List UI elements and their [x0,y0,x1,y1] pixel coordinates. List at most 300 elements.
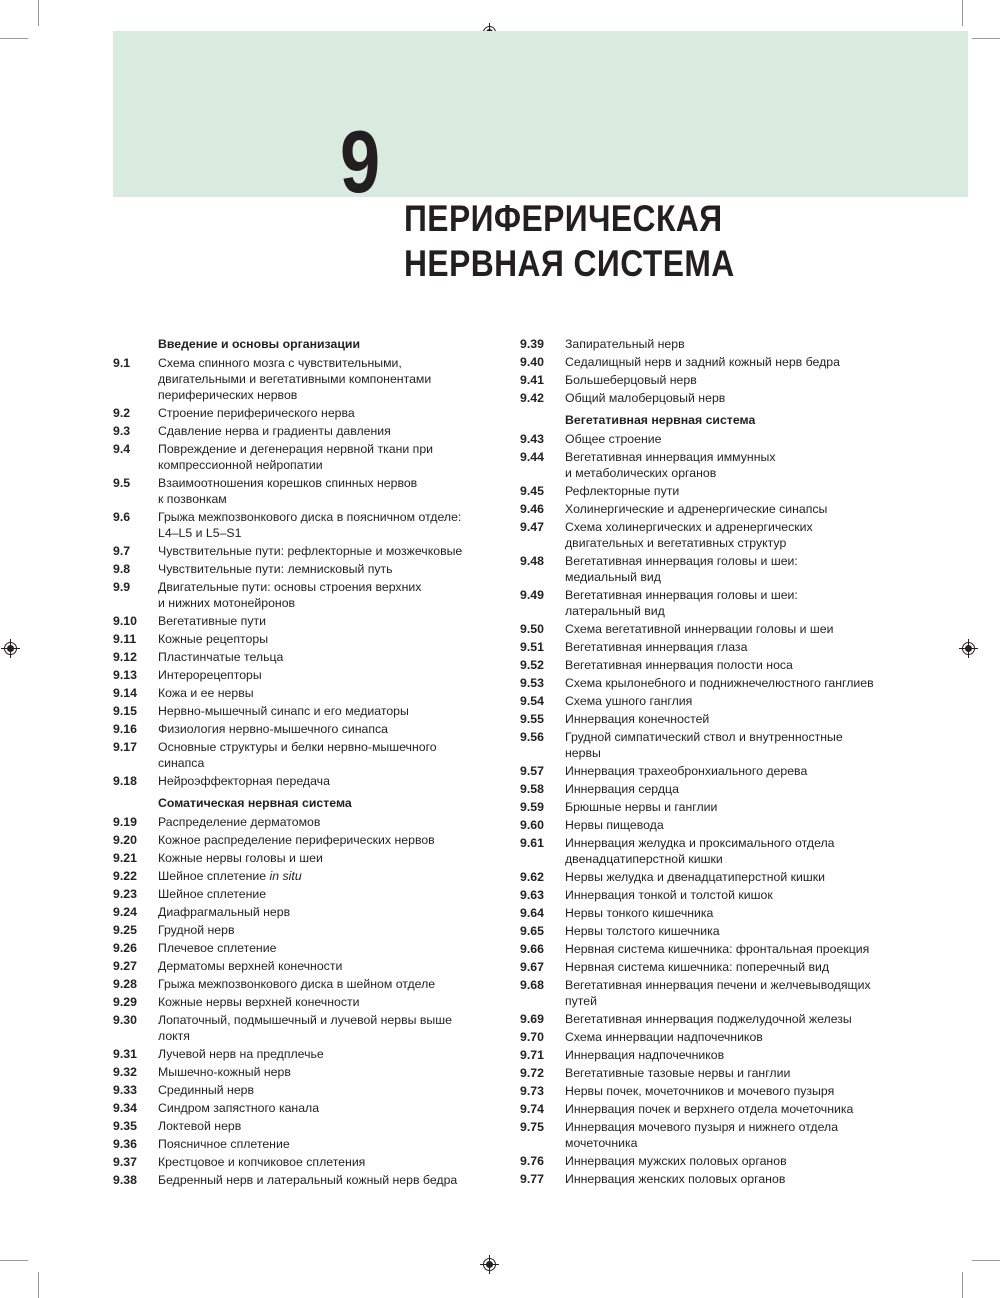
entry-title [565,1065,910,1081]
entry-title-text: Синдром запястного канала [158,1101,320,1115]
registration-mark-bottom [483,1258,496,1271]
entry-number: 9.77 [520,1172,544,1186]
entry-number: 9.23 [113,887,137,901]
contents-entry [520,587,910,619]
entry-title [565,587,910,619]
entry-number: 9.39 [520,337,544,351]
crop-mark [972,38,1000,39]
entry-title [565,835,910,867]
entry-number: 9.43 [520,432,544,446]
entry-title [565,336,910,352]
entry-title-text: Иннервация почек и верхнего отдела мочеточника [565,1102,854,1116]
entry-title [158,703,493,719]
entry-number: 9.76 [520,1154,544,1168]
contents-entry [520,835,910,867]
entry-number: 9.30 [113,1013,137,1027]
entry-title-text: Нервы желудка и двенадцатиперстной кишки [565,870,826,884]
entry-title [565,869,910,885]
entry-number: 9.58 [520,782,544,796]
entry-title-text: Иннервация конечностей [565,712,710,726]
entry-title-text: Общее строение [565,432,662,446]
entry-title-text: Кожа и ее нервы [158,686,254,700]
crop-mark [962,0,963,26]
entry-number: 9.17 [113,740,137,754]
entry-title-text: Схема холинергических и адренергических двигательных и вегетативных структур [565,520,813,550]
contents-entry [113,561,493,577]
entry-title [565,1171,910,1187]
entry-title-text: Иннервация женских половых органов [565,1172,786,1186]
entry-title-text: Мышечно-кожный нерв [158,1065,291,1079]
entry-title [565,763,910,779]
contents-entry [113,441,493,473]
entry-number: 9.53 [520,676,544,690]
entry-title-text: Локтевой нерв [158,1119,242,1133]
entry-title-text: Грыжа межпозвонкового диска в шейном отделе [158,977,436,991]
entry-title [565,449,910,481]
entry-title-text: Физиология нервно-мышечного синапса [158,722,388,736]
entry-number: 9.74 [520,1102,544,1116]
entry-title-text: Шейное сплетение [158,887,267,901]
entry-number: 9.11 [113,632,137,646]
entry-number: 9.73 [520,1084,544,1098]
contents-entry [520,1171,910,1187]
contents-entry [520,869,910,885]
entry-title-text: Схема иннервации надпочечников [565,1030,763,1044]
entry-title [158,405,493,421]
contents-entry [520,621,910,637]
entry-title-text: Плечевое сплетение [158,941,277,955]
entry-title-text: Строение периферического нерва [158,406,355,420]
registration-mark-right [962,642,975,655]
chapter-title [404,196,735,286]
entry-title-text: Кожные нервы верхней конечности [158,995,360,1009]
contents-entry [520,336,910,352]
entry-title-text: Нейроэффекторная передача [158,774,330,788]
entry-title [565,1011,910,1027]
entry-title-text: Нервы пищевода [565,818,664,832]
contents-entry [113,649,493,665]
entry-title [158,773,493,789]
entry-number: 9.35 [113,1119,137,1133]
chapter-header-band [113,31,968,197]
entry-number: 9.40 [520,355,544,369]
contents-right-column [520,336,910,1189]
entry-title-text: Нервная система кишечника: поперечный вид [565,960,830,974]
entry-title-text: Лопаточный, подмышечный и лучевой нервы выше локтя [158,1013,452,1043]
entry-title-text: Нервная система кишечника: фронтальная проекция [565,942,870,956]
entry-title-text: Запирательный нерв [565,337,685,351]
entry-title-text: Иннервация желудка и проксимального отдела двенадцатиперстной кишки [565,836,835,866]
contents-entry [520,519,910,551]
entry-title [565,639,910,655]
entry-title [158,475,493,507]
entry-title [565,431,910,447]
entry-title-text: Вегетативная иннервация глаза [565,640,748,654]
entry-title [565,372,910,388]
entry-title [158,922,493,938]
contents-entry [113,868,493,884]
contents-entry [520,1065,910,1081]
entry-title [158,739,493,771]
entry-number: 9.60 [520,818,544,832]
entry-title [565,1083,910,1099]
entry-title-text: Крестцовое и копчиковое сплетения [158,1155,366,1169]
entry-number: 9.25 [113,923,137,937]
section-heading: Соматическая нервная система [158,796,352,810]
entry-number: 9.29 [113,995,137,1009]
contents-entry [113,922,493,938]
entry-title-text: Повреждение и дегенерация нервной ткани при компрессионной нейропатии [158,442,434,472]
entry-title [158,1046,493,1062]
entry-number: 9.3 [113,424,131,438]
entry-number: 9.22 [113,869,137,883]
entry-number: 9.42 [520,391,544,405]
entry-title [565,1029,910,1045]
entry-number: 9.41 [520,373,544,387]
entry-title-text: Вегетативная иннервация поджелудочной железы [565,1012,852,1026]
contents-entry [113,355,493,403]
contents-entry [520,1153,910,1169]
entry-number: 9.28 [113,977,137,991]
entry-number: 9.26 [113,941,137,955]
entry-title-text: Иннервация тонкой и толстой кишок [565,888,773,902]
entry-title [158,543,493,559]
entry-number: 9.56 [520,730,544,744]
entry-title [158,649,493,665]
entry-title [158,814,493,830]
entry-title [565,390,910,406]
entry-title-text: Взаимоотношения корешков спинных нервов к позвонкам [158,476,418,506]
contents-entry [520,781,910,797]
entry-title [158,1100,493,1116]
entry-title [565,905,910,921]
entry-title [565,729,910,761]
entry-title-text: Общий малоберцовый нерв [565,391,726,405]
entry-title [158,1012,493,1044]
entry-number: 9.27 [113,959,137,973]
contents-entry [520,639,910,655]
entry-number: 9.18 [113,774,137,788]
contents-entry [520,1083,910,1099]
contents-entry [520,905,910,921]
contents-entry [520,1119,910,1151]
entry-title-text: Срединный нерв [158,1083,255,1097]
entry-title [565,354,910,370]
contents-entry [113,739,493,771]
entry-title-text: Брюшные нервы и ганглии [565,800,718,814]
entry-number: 9.62 [520,870,544,884]
contents-entry [520,729,910,761]
entry-title [158,561,493,577]
entry-title [565,693,910,709]
crop-mark [972,1260,1000,1261]
entry-number: 9.13 [113,668,137,682]
contents-entry [520,1029,910,1045]
entry-number: 9.59 [520,800,544,814]
entry-number: 9.67 [520,960,544,974]
entry-title [565,923,910,939]
entry-title [158,579,493,611]
entry-number: 9.20 [113,833,137,847]
entry-title-text: Нервы тонкого кишечника [565,906,714,920]
entry-number: 9.1 [113,356,131,370]
entry-title [158,631,493,647]
entry-title [565,1047,910,1063]
contents-entry [520,431,910,447]
entry-title [158,958,493,974]
entry-number: 9.57 [520,764,544,778]
chapter-title-line-1: ПЕРИФЕРИЧЕСКАЯ [404,198,723,239]
entry-title [158,1154,493,1170]
contents-entry [113,543,493,559]
entry-number: 9.46 [520,502,544,516]
entry-title-text: Грудной симпатический ствол и внутренностные нервы [565,730,843,760]
entry-number: 9.72 [520,1066,544,1080]
entry-title [565,1119,910,1151]
entry-title [158,904,493,920]
entry-title-text: Вегетативная иннервация головы и шеи: медиальный вид [565,554,798,584]
entry-title [158,868,493,884]
entry-title-text: Иннервация надпочечников [565,1048,725,1062]
entry-number: 9.10 [113,614,137,628]
contents-entry [113,773,493,789]
entry-title [158,1118,493,1134]
entry-title [158,613,493,629]
entry-title-text: Большеберцовый нерв [565,373,697,387]
entry-title-text: Иннервация сердца [565,782,679,796]
entry-title [158,832,493,848]
entry-title [158,509,493,541]
entry-title [158,441,493,473]
entry-title [565,621,910,637]
entry-title-text: Иннервация трахеобронхиального дерева [565,764,808,778]
contents-entry [520,1047,910,1063]
entry-number: 9.15 [113,704,137,718]
contents-entry [113,685,493,701]
entry-title [565,675,910,691]
entry-title [158,355,493,403]
entry-number: 9.71 [520,1048,544,1062]
contents-entry [113,850,493,866]
entry-number: 9.75 [520,1120,544,1134]
entry-number: 9.61 [520,836,544,850]
contents-entry [520,372,910,388]
entry-title-text: Вегетативная иннервация печени и желчевыводящих путей [565,978,871,1008]
contents-entry [520,675,910,691]
contents-entry [113,1136,493,1152]
entry-title [158,850,493,866]
contents-entry [520,799,910,815]
entry-title [565,959,910,975]
entry-number: 9.9 [113,580,131,594]
entry-title-text: Схема крылонебного и поднижнечелюстного ганглиев [565,676,874,690]
entry-title [565,483,910,499]
contents-entry [113,631,493,647]
entry-number: 9.37 [113,1155,137,1169]
entry-number: 9.12 [113,650,137,664]
entry-number: 9.55 [520,712,544,726]
contents-entry [520,923,910,939]
contents-entry [113,832,493,848]
entry-number: 9.48 [520,554,544,568]
entry-number: 9.31 [113,1047,137,1061]
contents-entry [113,958,493,974]
contents-entry [113,814,493,830]
registration-mark-left [4,642,17,655]
entry-number: 9.47 [520,520,544,534]
contents-entry [113,1100,493,1116]
entry-title [158,1136,493,1152]
contents-entry [113,886,493,902]
contents-entry [113,994,493,1010]
entry-title-text: Поясничное сплетение [158,1137,290,1151]
entry-title-text: Нервы толстого кишечника [565,924,720,938]
entry-title [565,887,910,903]
entry-title-text: Двигательные пути: основы строения верхних и нижних мотонейронов [158,580,422,610]
entry-number: 9.4 [113,442,131,456]
entry-number: 9.66 [520,942,544,956]
contents-entry [520,354,910,370]
entry-title [158,976,493,992]
entry-title [158,667,493,683]
entry-title [565,657,910,673]
entry-title-text: Схема спинного мозга с чувствительными, двигательными и вегетативными компонентами периферических нервов [158,356,432,402]
contents-left-column [113,336,493,1190]
entry-number: 9.8 [113,562,131,576]
entry-title [565,781,910,797]
entry-title-text: Грыжа межпозвонкового диска в поясничном отделе: L4–L5 и L5–S1 [158,510,462,540]
entry-title-text: Схема вегетативной иннервации головы и шеи [565,622,834,636]
entry-title-text: Вегетативная иннервация иммунных и метаболических органов [565,450,776,480]
entry-title [565,553,910,585]
entry-title-text: Вегетативная иннервация полости носа [565,658,793,672]
entry-title [565,1101,910,1117]
contents-entry [520,941,910,957]
entry-title-text: Иннервация мужских половых органов [565,1154,787,1168]
contents-entry [113,509,493,541]
contents-entry [113,579,493,611]
entry-title [565,1153,910,1169]
contents-entry [113,1154,493,1170]
entry-title [158,886,493,902]
entry-number: 9.7 [113,544,131,558]
entry-number: 9.50 [520,622,544,636]
entry-title-text: Кожные рецепторы [158,632,269,646]
entry-title-text: Рефлекторные пути [565,484,680,498]
entry-number: 9.24 [113,905,137,919]
section-heading: Вегетативная нервная система [565,413,756,427]
entry-number: 9.64 [520,906,544,920]
contents-entry [520,711,910,727]
contents-entry [113,475,493,507]
contents-entry [113,721,493,737]
section-heading: Введение и основы организации [158,337,361,351]
entry-title [158,1082,493,1098]
entry-title-text: Иннервация мочевого пузыря и нижнего отдела мочеточника [565,1120,839,1150]
contents-entry [520,887,910,903]
contents-entry [113,423,493,439]
entry-title-text: Сдавление нерва и градиенты давления [158,424,391,438]
entry-title [158,1172,493,1188]
contents-entry [113,976,493,992]
entry-title-text: Дерматомы верхней конечности [158,959,343,973]
entry-number: 9.36 [113,1137,137,1151]
entry-title-text: Основные структуры и белки нервно-мышечного синапса [158,740,437,770]
contents-entry [113,1046,493,1062]
entry-number: 9.65 [520,924,544,938]
entry-title-text: Лучевой нерв на предплечье [158,1047,324,1061]
entry-title-text: Холинергические и адренергические синапсы [565,502,828,516]
entry-title [158,685,493,701]
entry-number: 9.69 [520,1012,544,1026]
contents-entry [113,904,493,920]
entry-title [565,817,910,833]
entry-number: 9.49 [520,588,544,602]
entry-title-text: Кожное распределение периферических нервов [158,833,435,847]
entry-number: 9.6 [113,510,131,524]
entry-number: 9.16 [113,722,137,736]
entry-title-text: Шейное сплетение [158,869,270,883]
entry-number: 9.38 [113,1173,137,1187]
entry-title-text: Вегетативная иннервация головы и шеи: латеральный вид [565,588,798,618]
contents-entry [113,1082,493,1098]
entry-title-text: Вегетативные пути [158,614,266,628]
entry-title-text: Интерорецепторы [158,668,262,682]
entry-number: 9.70 [520,1030,544,1044]
contents-entry [113,613,493,629]
contents-entry [113,1064,493,1080]
contents-entry [520,483,910,499]
entry-number: 9.52 [520,658,544,672]
contents-entry [113,940,493,956]
entry-number: 9.68 [520,978,544,992]
entry-title-text: Вегетативные тазовые нервы и ганглии [565,1066,791,1080]
entry-title-text: Кожные нервы головы и шеи [158,851,323,865]
entry-title [158,1064,493,1080]
crop-mark [962,1272,963,1298]
entry-number: 9.34 [113,1101,137,1115]
entry-title-text: Чувствительные пути: лемнисковый путь [158,562,393,576]
entry-number: 9.5 [113,476,131,490]
crop-mark [38,0,39,26]
entry-number: 9.54 [520,694,544,708]
contents-entry [113,1012,493,1044]
entry-title-text: Седалищный нерв и задний кожный нерв бедра [565,355,840,369]
entry-title-text: Распределение дерматомов [158,815,321,829]
entry-title-text: Нервы почек, мочеточников и мочевого пузыря [565,1084,835,1098]
entry-title [565,711,910,727]
chapter-number: 9 [340,112,379,211]
contents-entry [520,553,910,585]
crop-mark [0,38,28,39]
entry-title-text: Чувствительные пути: рефлекторные и мозжечковые [158,544,463,558]
entry-title-text: Нервно-мышечный синапс и его медиаторы [158,704,409,718]
entry-title [158,721,493,737]
contents-entry [520,501,910,517]
entry-title [158,423,493,439]
entry-title-text: Бедренный нерв и латеральный кожный нерв бедра [158,1173,458,1187]
contents-entry [113,1118,493,1134]
entry-number: 9.14 [113,686,137,700]
contents-entry [113,405,493,421]
entry-title-text: Пластинчатые тельца [158,650,284,664]
entry-number: 9.21 [113,851,137,865]
entry-number: 9.33 [113,1083,137,1097]
entry-number: 9.63 [520,888,544,902]
contents-entry [520,977,910,1009]
entry-number: 9.44 [520,450,544,464]
contents-entry [520,817,910,833]
